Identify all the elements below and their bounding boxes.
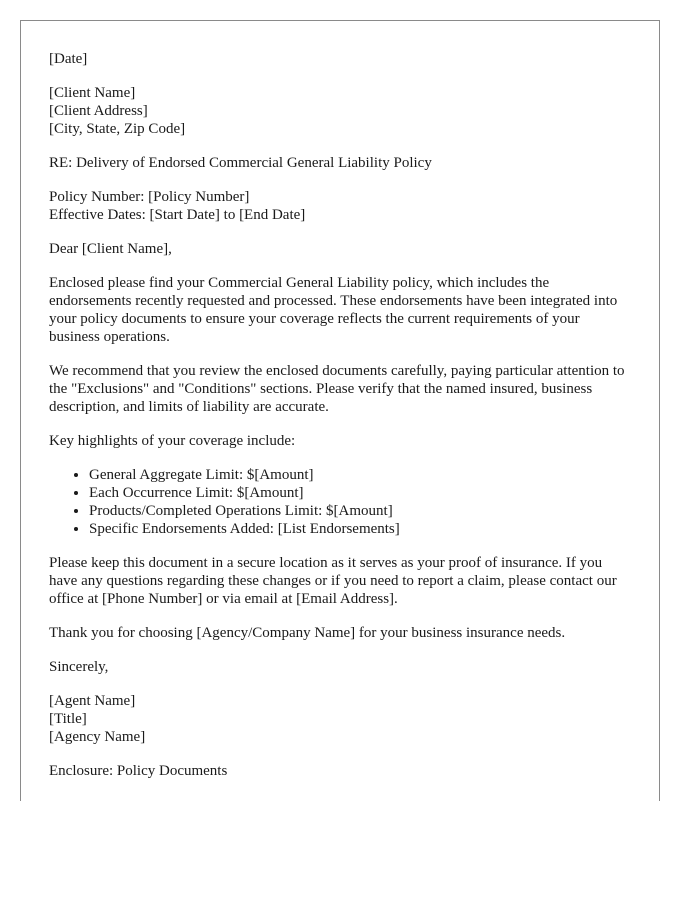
agency-name: [Agency Name]: [49, 729, 146, 745]
highlights-intro: Key highlights of your coverage include:: [49, 433, 296, 449]
agent-title: [Title]: [49, 711, 87, 727]
agent-name: [Agent Name]: [49, 693, 136, 709]
recipient-name: [Client Name]: [49, 85, 136, 101]
letter-body: [49, 50, 629, 796]
list-item: • General Aggregate Limit: $[Amount]: [89, 466, 629, 484]
list-item: • Specific Endorsements Added: [List Endorsements]: [89, 520, 629, 538]
recipient-city-state-zip: [City, State, Zip Code]: [49, 121, 186, 137]
salutation: Dear [Client Name],: [49, 241, 172, 257]
policy-details-block: [49, 188, 629, 224]
coverage-highlights-list: [49, 466, 629, 538]
recipient-address-block: [49, 84, 629, 138]
list-item: • Each Occurrence Limit: $[Amount]: [89, 484, 629, 502]
recipient-address: [Client Address]: [49, 103, 148, 119]
letter-page: [20, 20, 660, 801]
paragraph-review-recommendation: We recommend that you review the enclosed documents carefully, paying particular attention to the "Exclusions" and "Conditions" sections. Please verify that the named insured, business description, and limits of liability are accurate.: [49, 363, 625, 415]
closing: Sincerely,: [49, 659, 109, 675]
paragraph-thank-you: Thank you for choosing [Agency/Company Name] for your business insurance needs.: [49, 625, 566, 641]
signature-block: [49, 692, 629, 746]
policy-number: Policy Number: [Policy Number]: [49, 189, 250, 205]
effective-dates: Effective Dates: [Start Date] to [End Date]: [49, 207, 306, 223]
letter-date: [Date]: [49, 51, 88, 67]
enclosure-line: Enclosure: Policy Documents: [49, 763, 228, 779]
paragraph-keep-document: Please keep this document in a secure location as it serves as your proof of insurance. If you have any questions regarding these changes or if you need to report a claim, please contact our office at [Phone Number] or via email at [Email Address].: [49, 555, 617, 607]
list-item: • Products/Completed Operations Limit: $[Amount]: [89, 502, 629, 520]
paragraph-enclosed-policy: Enclosed please find your Commercial General Liability policy, which includes the endorsements recently requested and processed. These endorsements have been integrated into your policy documents to ensure your coverage reflects the current requirements of your business operations.: [49, 275, 618, 345]
subject-line: RE: Delivery of Endorsed Commercial General Liability Policy: [49, 155, 432, 171]
